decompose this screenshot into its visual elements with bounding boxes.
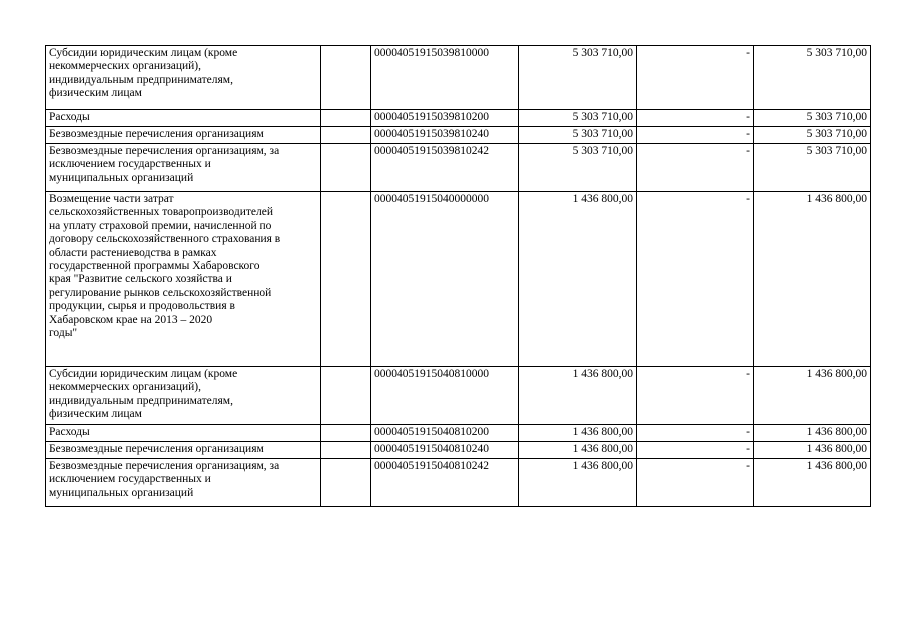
row-dash: -: [637, 192, 754, 367]
row-name: Безвозмездные перечисления организациям, за исключением государственных и муниципальных организаций: [46, 459, 321, 507]
empty-cell: [321, 110, 371, 127]
budget-table: [45, 45, 871, 507]
row-total: 5 303 710,00: [754, 46, 871, 110]
table-row: [46, 442, 871, 459]
empty-cell: [321, 425, 371, 442]
row-code: 00004051915039810200: [371, 110, 519, 127]
row-dash: -: [637, 459, 754, 507]
row-amount: 5 303 710,00: [519, 127, 637, 144]
table-row: [46, 192, 871, 367]
row-name: Безвозмездные перечисления организациям: [46, 442, 321, 459]
table-row: [46, 46, 871, 110]
row-code: 00004051915040810200: [371, 425, 519, 442]
row-total: 1 436 800,00: [754, 459, 871, 507]
row-total: 5 303 710,00: [754, 144, 871, 192]
row-total: 1 436 800,00: [754, 192, 871, 367]
row-amount: 5 303 710,00: [519, 144, 637, 192]
row-dash: -: [637, 110, 754, 127]
row-dash: -: [637, 442, 754, 459]
row-amount: 1 436 800,00: [519, 459, 637, 507]
row-dash: -: [637, 425, 754, 442]
empty-cell: [321, 367, 371, 425]
row-total: 5 303 710,00: [754, 110, 871, 127]
row-dash: -: [637, 46, 754, 110]
row-name: Безвозмездные перечисления организациям, за исключением государственных и муниципальных организаций: [46, 144, 321, 192]
row-name: Расходы: [46, 425, 321, 442]
table-row: [46, 110, 871, 127]
empty-cell: [321, 46, 371, 110]
row-code: 00004051915040810240: [371, 442, 519, 459]
empty-cell: [321, 144, 371, 192]
empty-cell: [321, 442, 371, 459]
row-amount: 1 436 800,00: [519, 442, 637, 459]
table-row: [46, 425, 871, 442]
empty-cell: [321, 127, 371, 144]
row-amount: 1 436 800,00: [519, 425, 637, 442]
table-row: [46, 127, 871, 144]
row-amount: 5 303 710,00: [519, 46, 637, 110]
row-name: Расходы: [46, 110, 321, 127]
table-row: [46, 367, 871, 425]
row-dash: -: [637, 144, 754, 192]
row-name: Субсидии юридическим лицам (кроме некоммерческих организаций), индивидуальным предпринимателям, физическим лицам: [46, 367, 321, 425]
table-row: [46, 144, 871, 192]
row-total: 5 303 710,00: [754, 127, 871, 144]
row-name: Безвозмездные перечисления организациям: [46, 127, 321, 144]
row-total: 1 436 800,00: [754, 442, 871, 459]
row-amount: 5 303 710,00: [519, 110, 637, 127]
row-dash: -: [637, 367, 754, 425]
row-amount: 1 436 800,00: [519, 192, 637, 367]
row-code: 00004051915040000000: [371, 192, 519, 367]
row-total: 1 436 800,00: [754, 425, 871, 442]
empty-cell: [321, 192, 371, 367]
row-code: 00004051915039810242: [371, 144, 519, 192]
empty-cell: [321, 459, 371, 507]
row-code: 00004051915039810240: [371, 127, 519, 144]
row-code: 00004051915040810242: [371, 459, 519, 507]
row-total: 1 436 800,00: [754, 367, 871, 425]
row-name: Субсидии юридическим лицам (кроме некоммерческих организаций), индивидуальным предпринимателям, физическим лицам: [46, 46, 321, 110]
row-dash: -: [637, 127, 754, 144]
row-code: 00004051915039810000: [371, 46, 519, 110]
row-code: 00004051915040810000: [371, 367, 519, 425]
table-row: [46, 459, 871, 507]
row-amount: 1 436 800,00: [519, 367, 637, 425]
row-name: Возмещение части затрат сельскохозяйственных товаропроизводителей на уплату страховой премии, начисленной по договору сельскохозяйственного страхования в области растениеводства в рамках государственной программы Хабаровского края "Развитие сельского хозяйства и регулирование рынков сельскохозяйственной продукции, сырья и продовольствия в Хабаровском крае на 2013 – 2020 годы": [46, 192, 321, 367]
